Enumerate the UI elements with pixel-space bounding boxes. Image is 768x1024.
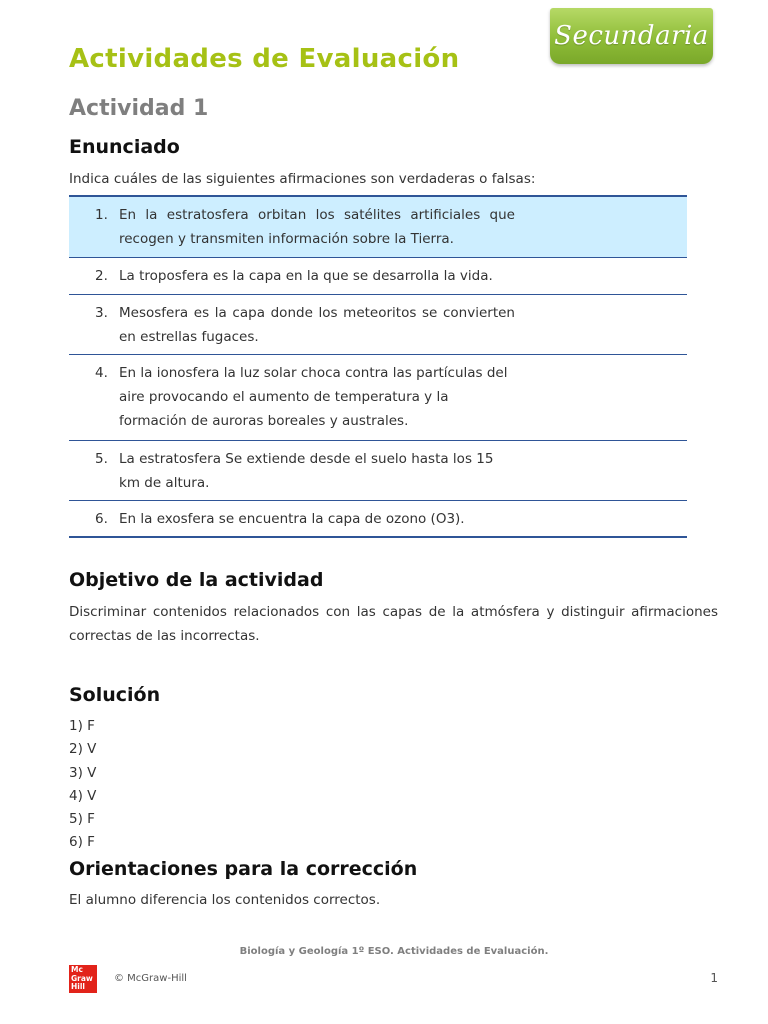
item-number: 6. xyxy=(95,511,108,527)
logo-line: Hill xyxy=(71,982,85,991)
statements-table xyxy=(69,195,687,538)
enunciado-heading: Enunciado xyxy=(69,136,180,158)
item-text: Mesosfera es la capa donde los meteoritos se convierten en estrellas fugaces. xyxy=(119,305,515,345)
item-number: 5. xyxy=(95,451,108,467)
solucion-heading: Solución xyxy=(69,684,161,706)
list-item: 4) V xyxy=(69,787,97,804)
item-number: 3. xyxy=(95,305,108,321)
page-title: Actividades de Evaluación xyxy=(69,44,460,74)
table-row xyxy=(69,500,687,536)
item-text: La troposfera es la capa en la que se desarrolla la vida. xyxy=(119,268,493,284)
copyright-text: © McGraw-Hill xyxy=(114,973,187,984)
solution-list xyxy=(69,715,96,855)
logo-line: Graw xyxy=(71,973,93,983)
table-row xyxy=(69,197,687,257)
list-item: 2) V xyxy=(69,741,97,758)
objetivo-text: Discriminar contenidos relacionados con las capas de la atmósfera y distinguir afirmaciones correctas de las incorrectas. xyxy=(69,604,718,644)
logo-line: Mc xyxy=(71,965,83,974)
objetivo-heading: Objetivo de la actividad xyxy=(69,569,324,591)
item-number: 1. xyxy=(95,207,108,223)
item-number: 2. xyxy=(95,268,108,284)
table-row xyxy=(69,294,687,354)
list-item: 3) V xyxy=(69,764,97,781)
table-row xyxy=(69,440,687,500)
orientaciones-heading: Orientaciones para la corrección xyxy=(69,858,418,880)
item-text: En la ionosfera la luz solar choca contra las partículas del aire provocando el aumento de temperatura y la formación de auroras boreales y australes. xyxy=(119,365,508,429)
mcgraw-hill-logo xyxy=(69,965,97,993)
item-text: En la exosfera se encuentra la capa de ozono (O3). xyxy=(119,511,465,527)
activity-title: Actividad 1 xyxy=(69,96,209,121)
enunciado-intro: Indica cuáles de las siguientes afirmaciones son verdaderas o falsas: xyxy=(69,171,536,187)
list-item: 5) F xyxy=(69,811,95,828)
secundaria-badge xyxy=(550,8,713,64)
item-text: En la estratosfera orbitan los satélites artificiales que recogen y transmiten información sobre la Tierra. xyxy=(119,207,515,247)
footer-title: Biología y Geología 1º ESO. Actividades de Evaluación. xyxy=(239,946,549,957)
table-row xyxy=(69,257,687,294)
list-item: 6) F xyxy=(69,834,95,851)
list-item: 1) F xyxy=(69,718,95,734)
table-row xyxy=(69,354,687,440)
orientaciones-text: El alumno diferencia los contenidos correctos. xyxy=(69,892,381,908)
badge-label: Secundaria xyxy=(554,21,709,51)
item-text: La estratosfera Se extiende desde el suelo hasta los 15 km de altura. xyxy=(119,451,494,491)
item-number: 4. xyxy=(95,365,108,381)
page-number: 1 xyxy=(710,971,718,985)
